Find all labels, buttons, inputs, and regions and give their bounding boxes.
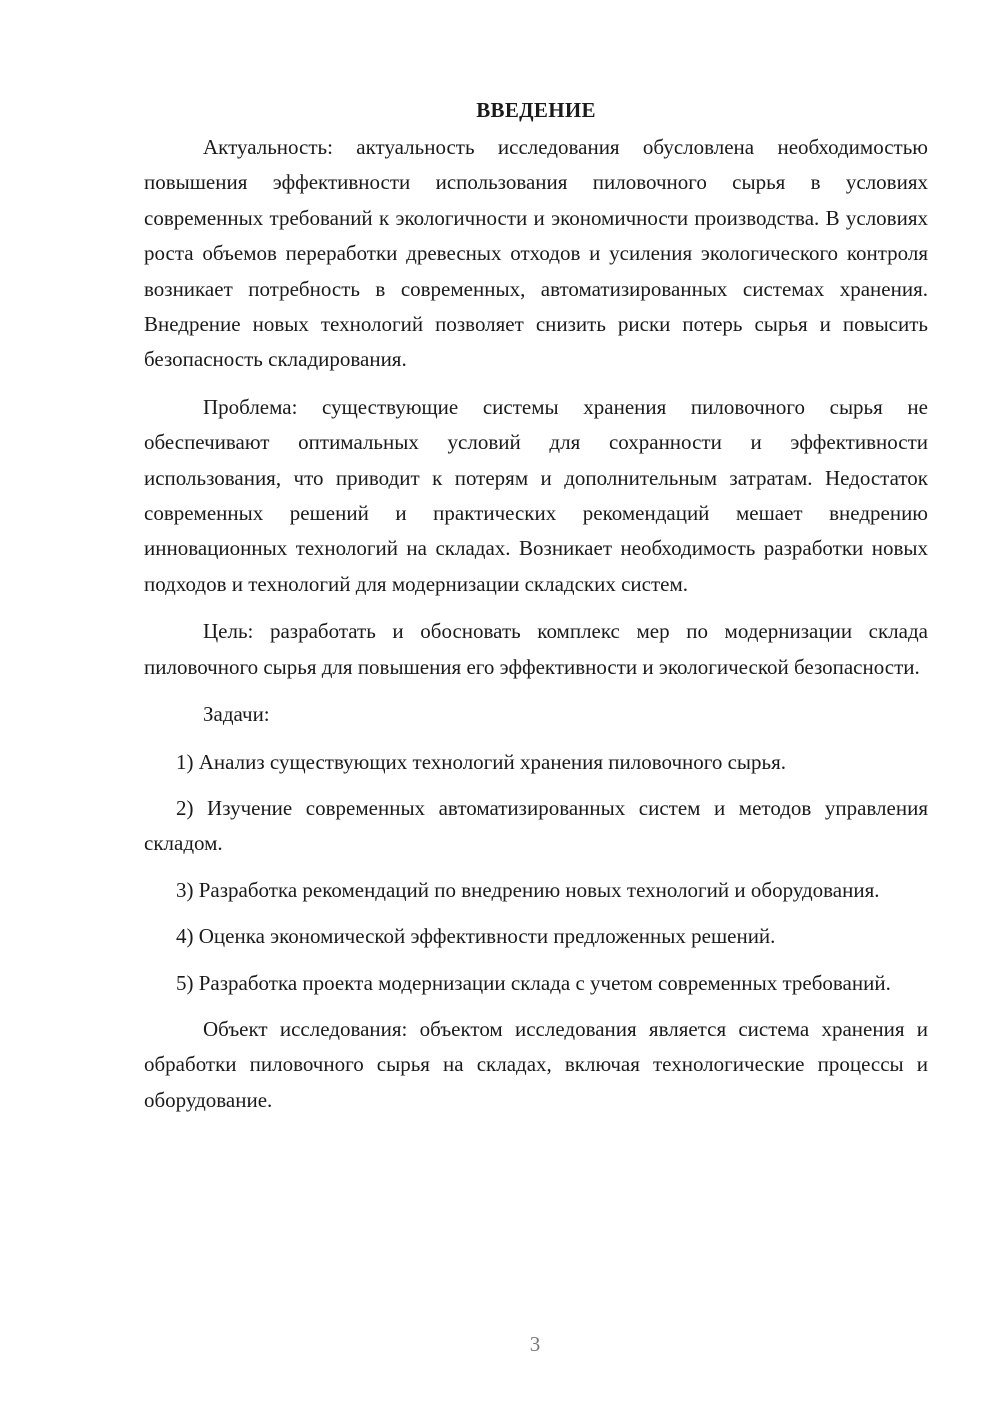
problem-paragraph: Проблема: существующие системы хранения пиловочного сырья не обеспечивают оптимальных условий для сохранности и эффективности использования, что приводит к потерям и дополнительным затратам. Недостаток современных решений и практических рекомендаций мешает внедрению инновационных технологий на складах. Возникает необходимость разработки новых подходов и технологий для модернизации складских систем. [144,394,928,596]
tasks-heading: Задачи: [203,702,270,727]
task-item: 2) Изучение современных автоматизированных систем и методов управления складом. [144,795,928,856]
task-item: 3) Разработка рекомендаций по внедрению новых технологий и оборудования. [176,877,880,902]
page-number: 3 [529,1332,541,1356]
task-item: 1) Анализ существующих технологий хранения пиловочного сырья. [176,749,787,774]
page-title: ВВЕДЕНИЕ [476,98,596,122]
relevance-paragraph: Актуальность: актуальность исследования обусловлена необходимостью повышения эффективности использования пиловочного сырья в условиях современных требований к экологичности и экономичности производства. В условиях роста объемов переработки древесных отходов и усиления экологического контроля возникает потребность в современных, автоматизированных системах хранения. Внедрение новых технологий позволяет снизить риски потерь сырья и повысить безопасность складирования. [144,135,928,372]
document-page [144,92,928,1130]
task-item: 4) Оценка экономической эффективности предложенных решений. [176,924,776,949]
object-paragraph: Объект исследования: объектом исследования является система хранения и обработки пиловочного сырья на складах, включая технологические процессы и оборудование. [144,1016,928,1112]
goal-paragraph: Цель: разработать и обосновать комплекс мер по модернизации склада пиловочного сырья для повышения его эффективности и экологической безопасности. [144,619,928,679]
task-item: 5) Разработка проекта модернизации склада с учетом современных требований. [176,970,891,995]
